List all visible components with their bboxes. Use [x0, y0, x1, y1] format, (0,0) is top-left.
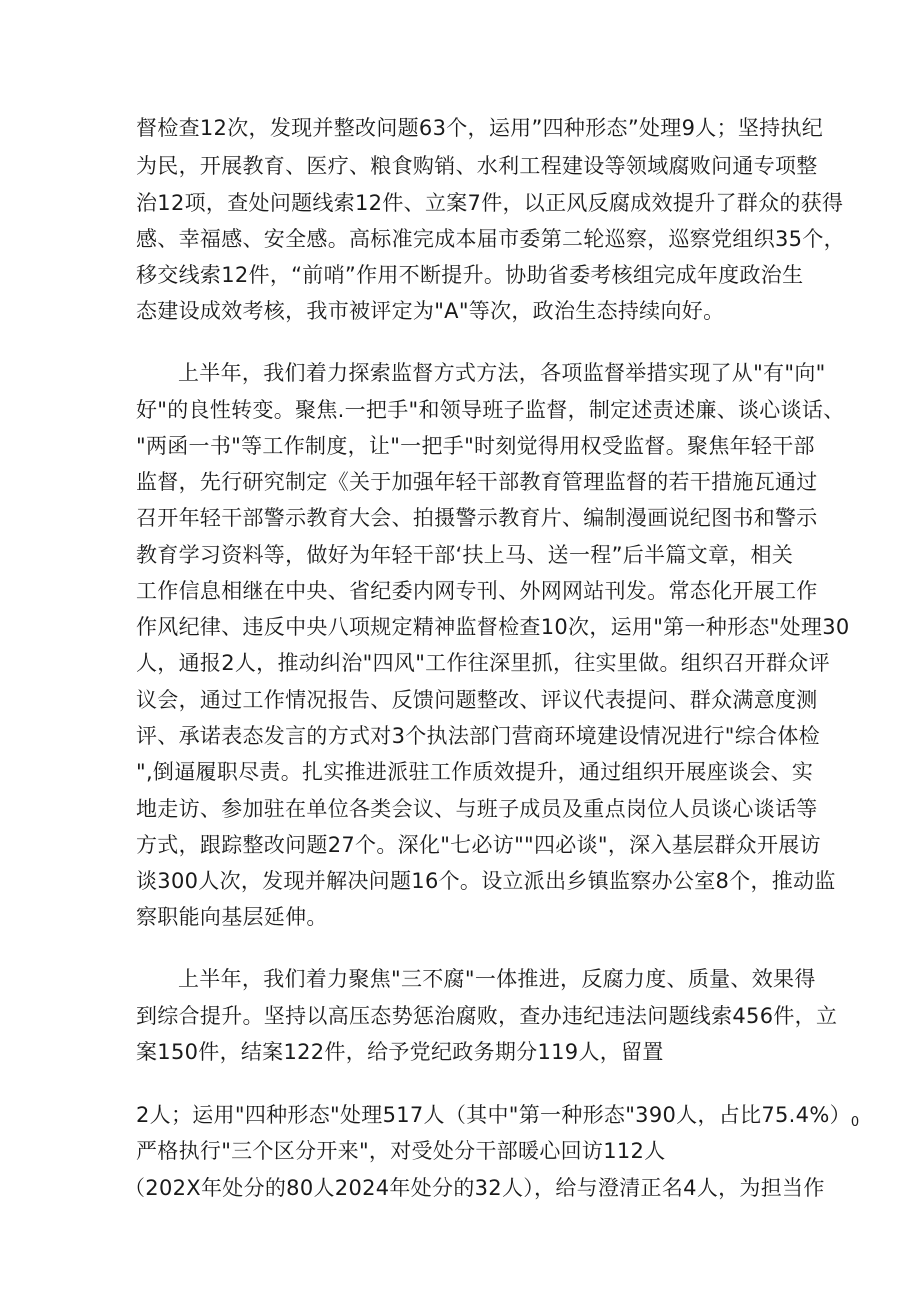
text-line: 治12项，查处问题线索12件、立案7件，以正风反腐成效提升了群众的获得	[136, 191, 844, 215]
text-line-main: 2人；运用"四种形态"处理517人（其中"第一种形态"390人，占比75.4%）	[136, 1103, 851, 1127]
text-line: 工作信息相继在中央、省纪委内网专刊、外网网站刊发。常态化开展工作	[136, 579, 818, 603]
text-line: 案150件，结案122件，给予党纪政务期分119人，留置	[136, 1040, 664, 1064]
text-line: 感、幸福感、安全感。高标准完成本届市委第二轮巡察，巡察党组织35个，	[136, 227, 845, 251]
text-line: （202X年处分的80人2024年处分的32人），给与澄清正名4人，为担当作	[124, 1176, 825, 1200]
text-line: 作风纪律、违反中央八项规定精神监督检查10次，运用"第一种形态"处理30	[136, 615, 850, 639]
text-line: 地走访、参加驻在单位各类会议、与班子成员及重点岗位人员谈心谈话等	[136, 797, 818, 821]
text-line: 召开年轻干部警示教育大会、拍摄警示教育片、编制漫画说纪图书和警示	[136, 506, 818, 530]
text-line: 教育学习资料等，做好为年轻干部‘扶上马、送一程”后半篇文章，相关	[136, 543, 794, 567]
text-line: 态建设成效考核，我市被评定为"A"等次，政治生态持续向好。	[136, 299, 725, 323]
text-line: 人，通报2人，推动纠治"四风"工作往深里抓，往实里做。组织召开群众评	[136, 651, 830, 675]
text-line: 方式，跟踪整改问题27个。深化"七必访""四必谈"，深入基层群众开展访	[136, 833, 821, 857]
text-line: 好"的良性转变。聚焦.一把手"和领导班子监督，制定述责述廉、谈心谈话、	[136, 398, 845, 422]
text-line: 到综合提升。坚持以高压态势惩治腐败，查办违纪违法问题线索456件，立	[136, 1004, 838, 1028]
text-line-subscript: 0	[850, 1115, 860, 1130]
text-line: "两函一书"等工作制度，让"一把手"时刻觉得用权受监督。聚焦年轻干部	[136, 434, 815, 458]
text-line: 评、承诺表态发言的方式对3个执法部门营商环境建设情况进行"综合体检	[136, 724, 820, 748]
text-line: 监督，先行研究制定《关于加强年轻干部教育管理监督的若干措施瓦通过	[136, 470, 818, 494]
text-line: 上半年，我们着力聚焦"三不腐"一体推进，反腐力度、质量、效果得	[178, 967, 816, 991]
text-line: 谈300人次，发现并解决问题16个。设立派出乡镇监察办公室8个，推动监	[136, 869, 836, 893]
text-line: 为民，开展教育、医疗、粮食购销、水利工程建设等领域腐败问通专项整	[136, 154, 818, 178]
text-line: 上半年，我们着力探索监督方式方法，各项监督举措实现了从"有"向"	[178, 361, 826, 385]
text-line: ",倒逼履职尽责。扎实推进派驻工作质效提升，通过组织开展座谈会、实	[136, 760, 814, 784]
text-line	[136, 1100, 860, 1130]
text-line: 移交线索12件，“前哨”作用不断提升。协助省委考核组完成年度政治生	[136, 263, 804, 287]
text-line: 严格执行"三个区分开来"，对受处分干部暖心回访112人	[136, 1139, 666, 1163]
text-line: 察职能向基层延伸。	[136, 905, 328, 929]
text-line: 议会，通过工作情况报告、反馈问题整改、评议代表提问、群众满意度测	[136, 688, 818, 712]
text-line: 督检查12次，发现并整改问题63个，运用”四种形态”处理9人；坚持执纪	[136, 116, 824, 140]
